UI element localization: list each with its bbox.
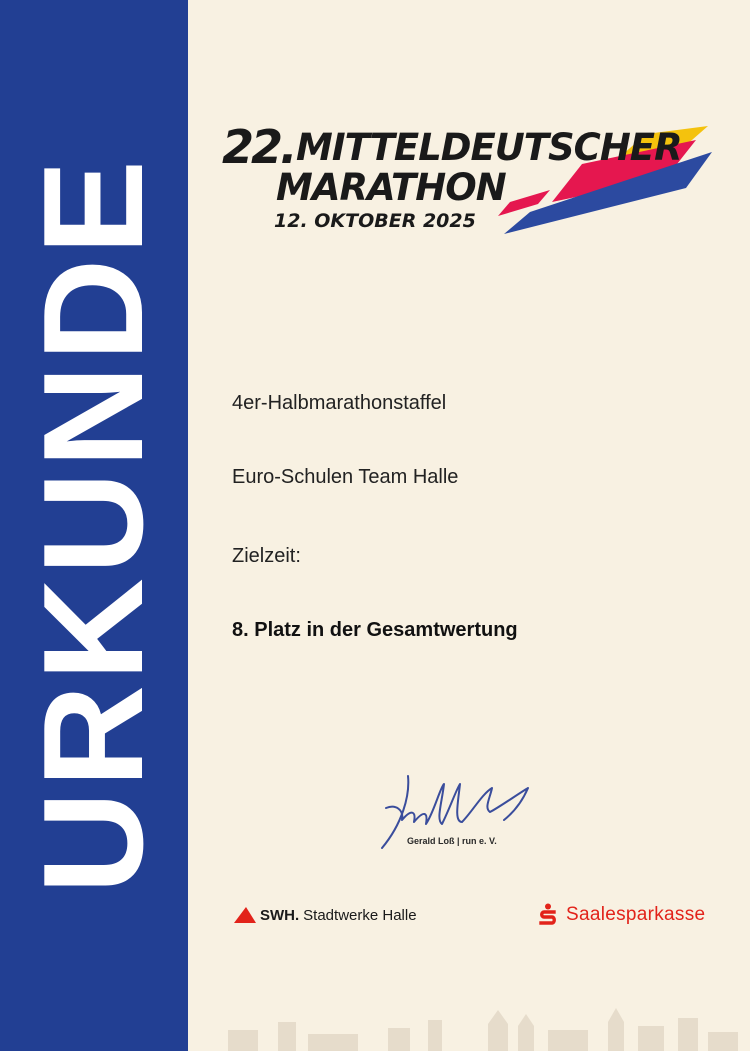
certificate-title: URKUNDE bbox=[14, 156, 173, 894]
discipline-text: 4er-Halbmarathonstaffel bbox=[232, 392, 447, 414]
logo-date: 12. OKTOBER 2025 bbox=[274, 210, 476, 232]
logo-title-line2: MARATHON bbox=[276, 166, 506, 209]
logo-title-line1: MITTELDEUTSCHER bbox=[296, 126, 682, 169]
signature-caption: Gerald Loß | run e. V. bbox=[407, 836, 497, 846]
sponsor-stadtwerke-halle bbox=[234, 904, 417, 926]
sponsor-saalesparkasse bbox=[538, 902, 705, 928]
side-band bbox=[0, 0, 188, 1051]
placement-text: 8. Platz in der Gesamtwertung bbox=[232, 619, 518, 641]
event-logo bbox=[218, 118, 718, 243]
sponsor-right-name: Saalesparkasse bbox=[566, 904, 706, 925]
red-triangle-icon bbox=[234, 906, 256, 924]
logo-edition: 22. bbox=[222, 120, 295, 174]
sponsor-left-brand: SWH. bbox=[260, 906, 300, 924]
finish-time-label: Zielzeit: bbox=[232, 545, 301, 567]
team-name-text: Euro-Schulen Team Halle bbox=[232, 466, 459, 488]
sparkasse-s-icon bbox=[538, 903, 558, 927]
sponsor-left-name: Stadtwerke Halle bbox=[303, 906, 417, 924]
city-skyline-decoration bbox=[188, 1000, 750, 1051]
